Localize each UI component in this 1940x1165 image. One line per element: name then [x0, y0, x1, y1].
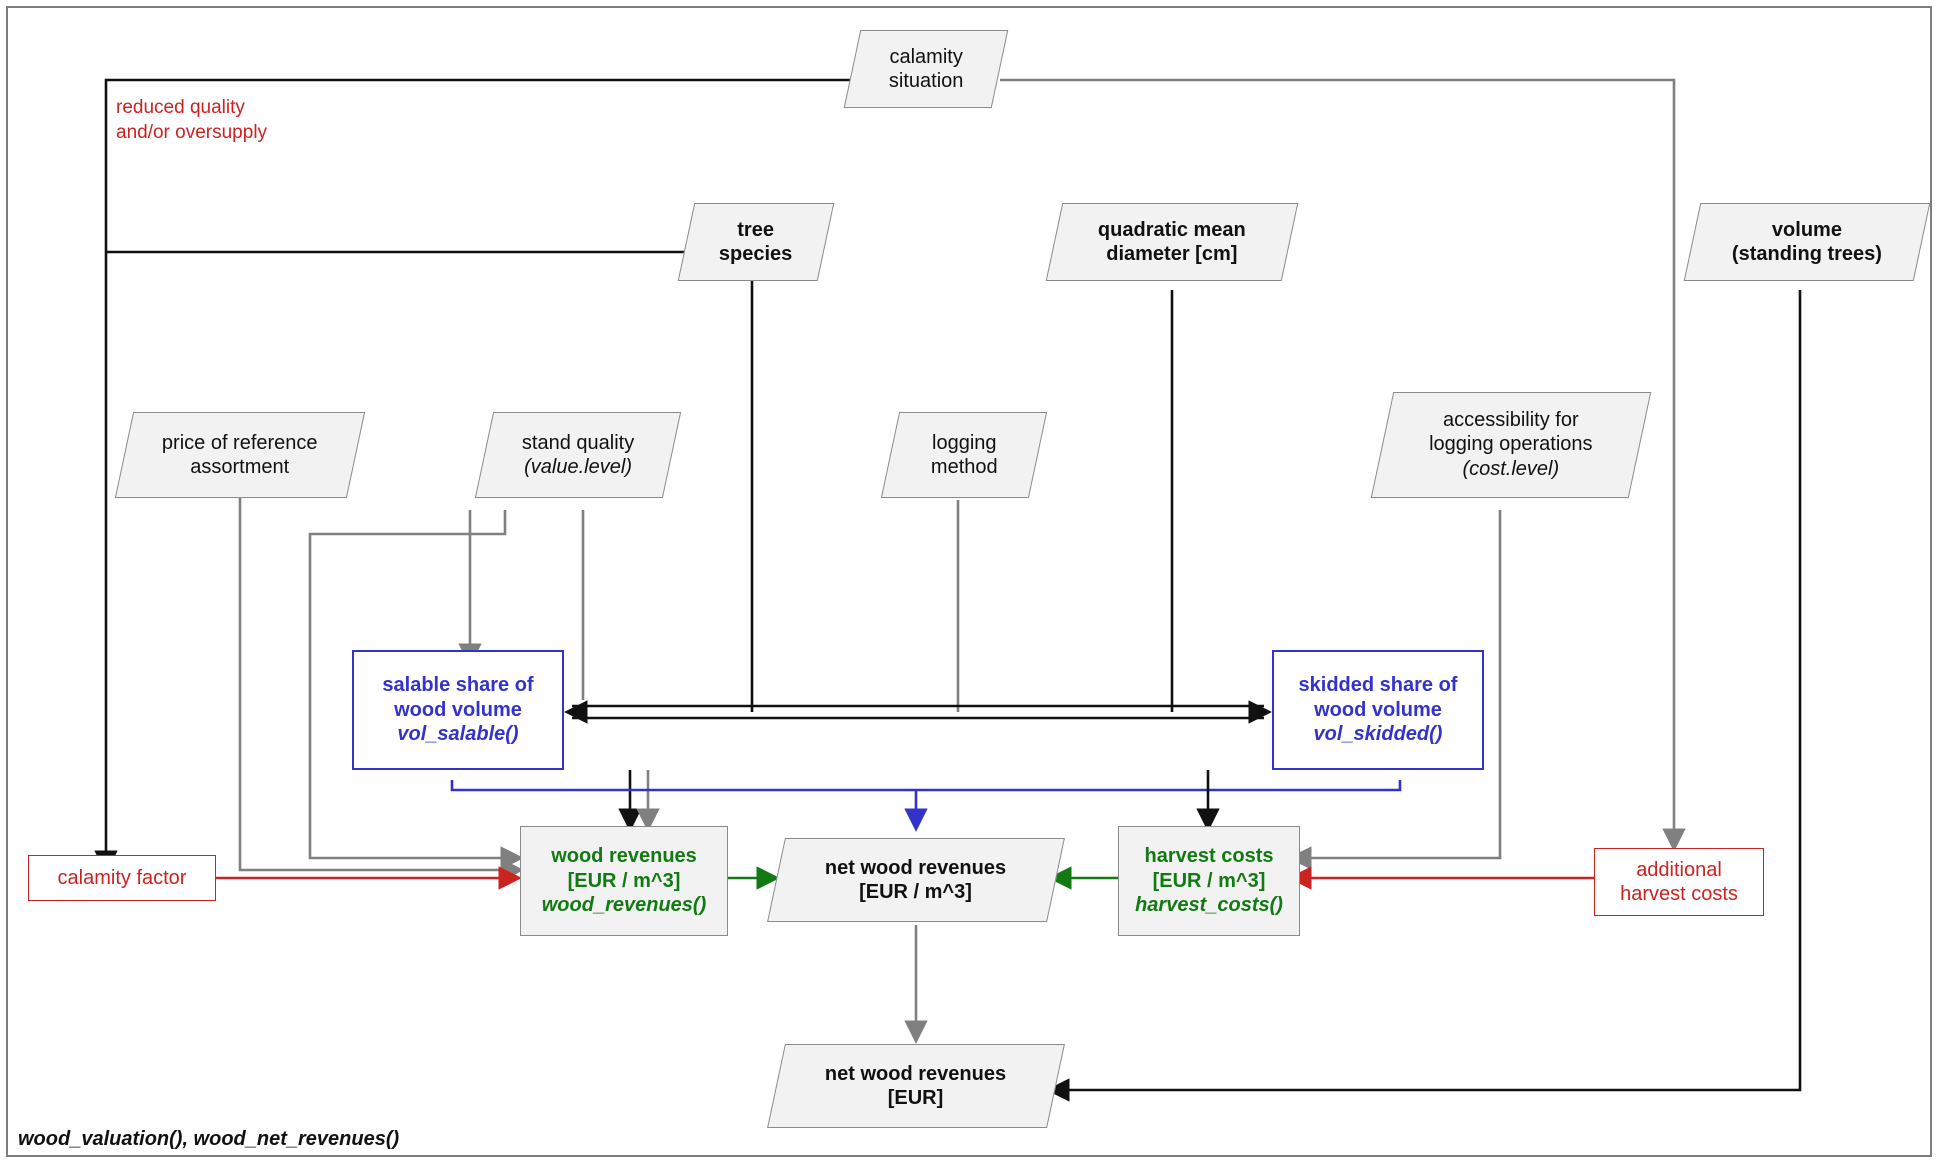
- node-logging-method[interactable]: [881, 412, 1047, 498]
- diagram-outer-frame: [6, 6, 1932, 1157]
- node-label-line-2: harvest costs: [1620, 883, 1738, 905]
- node-label-line-2: (value.level): [524, 456, 632, 478]
- node-label-line-2: situation: [888, 70, 964, 92]
- node-label-line-1: salable share of: [382, 674, 534, 697]
- node-label-line-3: wood_revenues(): [541, 894, 707, 917]
- node-volume-standing-trees[interactable]: [1684, 203, 1931, 281]
- node-calamity-situation[interactable]: [844, 30, 1009, 108]
- node-label-line-1: harvest costs: [1144, 845, 1274, 868]
- node-label-line-1: tree: [737, 218, 775, 241]
- node-label-line-1: skidded share of: [1298, 674, 1458, 697]
- node-label-line-1: quadratic mean: [1098, 218, 1246, 241]
- node-label-line-2: [EUR / m^3]: [567, 869, 681, 892]
- node-label-line-1: logging: [931, 431, 997, 454]
- node-harvest-costs[interactable]: [1118, 826, 1300, 936]
- footer-function-names: wood_valuation(), wood_net_revenues(): [18, 1128, 400, 1150]
- node-label-line-1: volume: [1771, 218, 1843, 241]
- annotation-reduced-quality: [116, 96, 376, 145]
- node-label-line-1: net wood revenues: [825, 856, 1007, 879]
- node-label-line-1: calamity: [889, 45, 963, 68]
- node-label-line-1: price of reference: [162, 431, 318, 454]
- node-skidded-share-of-wood-volume[interactable]: [1272, 650, 1484, 770]
- node-label-line-1: additional: [1636, 858, 1722, 881]
- node-label-line-1: wood revenues: [551, 845, 697, 868]
- node-label-line-2: wood volume: [1314, 698, 1442, 721]
- node-label-line-2: [EUR]: [888, 1087, 944, 1109]
- node-quadratic-mean-diameter[interactable]: [1046, 203, 1299, 281]
- node-label-line-2: species: [719, 243, 793, 265]
- node-net-wood-revenues-eur[interactable]: [767, 1044, 1065, 1128]
- node-net-wood-revenues-per-m3[interactable]: [767, 838, 1065, 922]
- node-calamity-factor[interactable]: [28, 855, 216, 901]
- node-label-line-2: wood volume: [394, 698, 522, 721]
- node-accessibility-for-logging-operations[interactable]: [1371, 392, 1652, 498]
- node-label-line-1: calamity factor: [57, 866, 187, 889]
- node-stand-quality[interactable]: [475, 412, 681, 498]
- annotation-line-1: reduced quality: [116, 97, 245, 118]
- node-label-line-1: net wood revenues: [825, 1062, 1007, 1085]
- annotation-line-2: and/or oversupply: [116, 121, 268, 143]
- node-label-line-1: stand quality: [521, 431, 635, 454]
- node-label-line-3: harvest_costs(): [1135, 894, 1283, 917]
- node-label-line-1: accessibility for: [1443, 409, 1579, 432]
- node-price-of-reference-assortment[interactable]: [115, 412, 365, 498]
- node-label-line-3: vol_salable(): [397, 723, 519, 746]
- node-label-line-3: vol_skidded(): [1313, 723, 1443, 746]
- node-label-line-2: logging operations: [1429, 433, 1593, 456]
- node-label-line-2: diameter [cm]: [1106, 243, 1238, 265]
- node-additional-harvest-costs[interactable]: [1594, 848, 1764, 916]
- node-label-line-2: [EUR / m^3]: [1152, 869, 1266, 892]
- node-tree-species[interactable]: [678, 203, 835, 281]
- node-label-line-2: [EUR / m^3]: [859, 881, 973, 903]
- node-wood-revenues[interactable]: [520, 826, 728, 936]
- node-salable-share-of-wood-volume[interactable]: [352, 650, 564, 770]
- node-label-line-2: method: [930, 456, 998, 478]
- node-label-line-3: (cost.level): [1462, 458, 1560, 481]
- node-label-line-2: (standing trees): [1731, 243, 1883, 265]
- node-label-line-2: assortment: [190, 456, 290, 478]
